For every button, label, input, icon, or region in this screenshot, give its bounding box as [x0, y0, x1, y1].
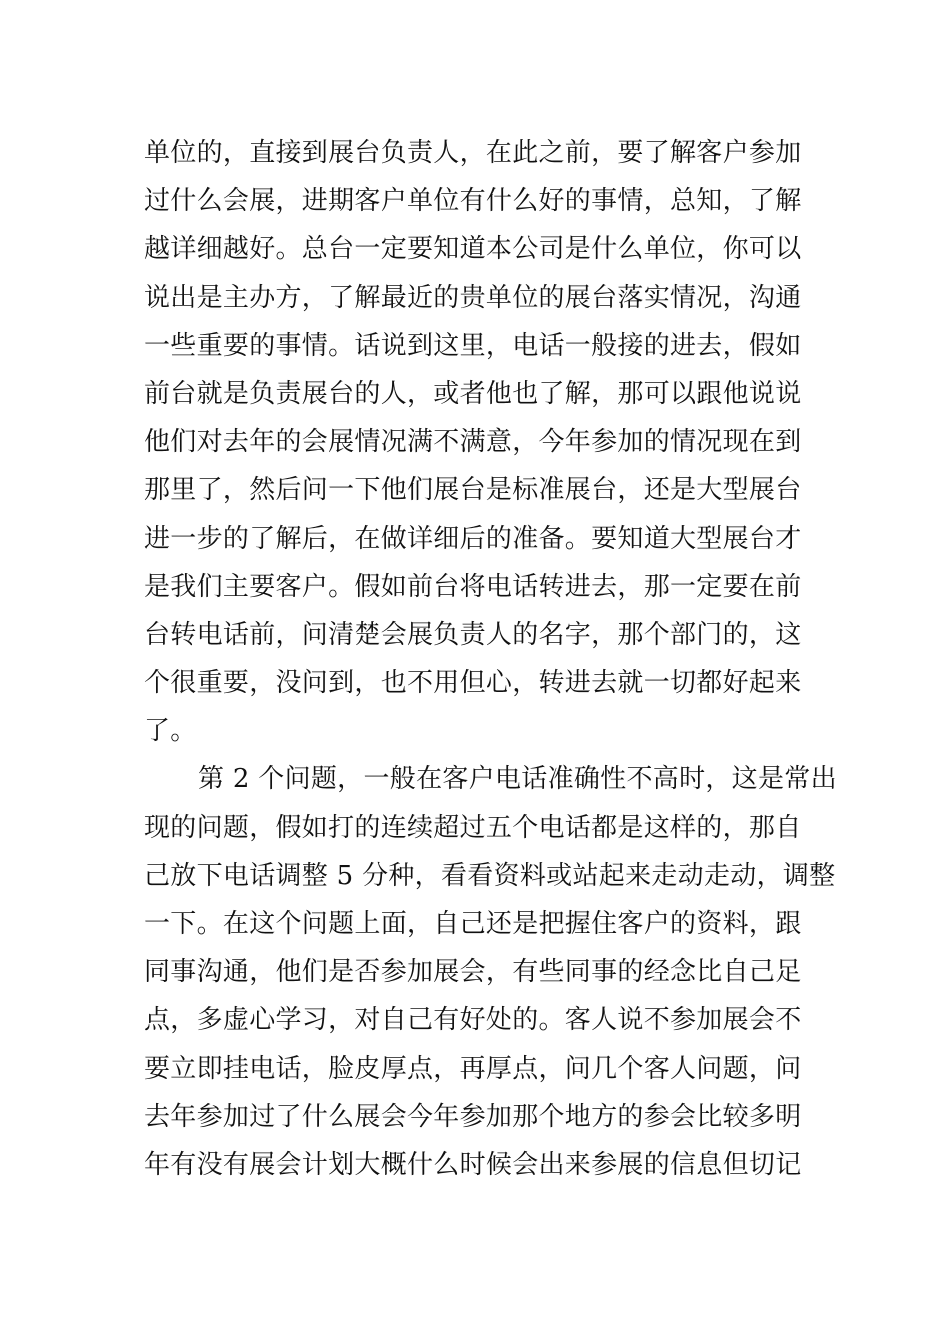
text-line: 越详细越好。总台一定要知道本公司是什么单位，你可以: [144, 234, 802, 265]
text-line: 是我们主要客户。假如前台将电话转进去，那一定要在前: [144, 571, 802, 602]
text-line: 现的问题，假如打的连续超过五个电话都是这样的，那自: [144, 812, 802, 843]
text-line-indented: 第 2 个问题，一般在客户电话准确性不高时，这是常出: [198, 764, 837, 795]
text-line: 点，多虚心学习，对自己有好处的。客人说不参加展会不: [144, 1005, 802, 1036]
text-line: 去年参加过了什么展会今年参加那个地方的参会比较多明: [144, 1101, 802, 1132]
text-line: 同事沟通，他们是否参加展会，有些同事的经念比自己足: [144, 957, 802, 988]
text-line: 前台就是负责展台的人，或者他也了解，那可以跟他说说: [144, 378, 802, 409]
text-line: 个很重要，没问到，也不用但心，转进去就一切都好起来: [144, 668, 802, 699]
text-line: 己放下电话调整 5 分种，看看资料或站起来走动走动，调整: [144, 860, 836, 891]
text-line: 说出是主办方，了解最近的贵单位的展台落实情况，沟通: [144, 282, 802, 313]
text-line: 过什么会展，进期客户单位有什么好的事情，总知，了解: [144, 186, 802, 217]
text-line: 要立即挂电话，脸皮厚点，再厚点，问几个客人问题，问: [144, 1053, 802, 1084]
text-line: 他们对去年的会展情况满不满意，今年参加的情况现在到: [144, 427, 802, 458]
text-line: 单位的，直接到展台负责人，在此之前，要了解客户参加: [144, 138, 802, 168]
text-line: 了。: [144, 716, 197, 747]
text-line: 进一步的了解后，在做详细后的准备。要知道大型展台才: [144, 523, 802, 554]
paragraph-1: [144, 129, 808, 755]
text-line: 台转电话前，问清楚会展负责人的名字，那个部门的，这: [144, 619, 802, 650]
document-page: [144, 129, 837, 1189]
text-line: 那里了，然后问一下他们展台是标准展台，还是大型展台: [144, 475, 802, 506]
text-line: 年有没有展会计划大概什么时候会出来参展的信息但切记: [144, 1149, 802, 1180]
text-line: 一下。在这个问题上面，自己还是把握住客户的资料，跟: [144, 909, 802, 939]
text-line: 一些重要的事情。话说到这里，电话一般接的进去，假如: [144, 330, 802, 361]
paragraph-2: [144, 755, 837, 1189]
